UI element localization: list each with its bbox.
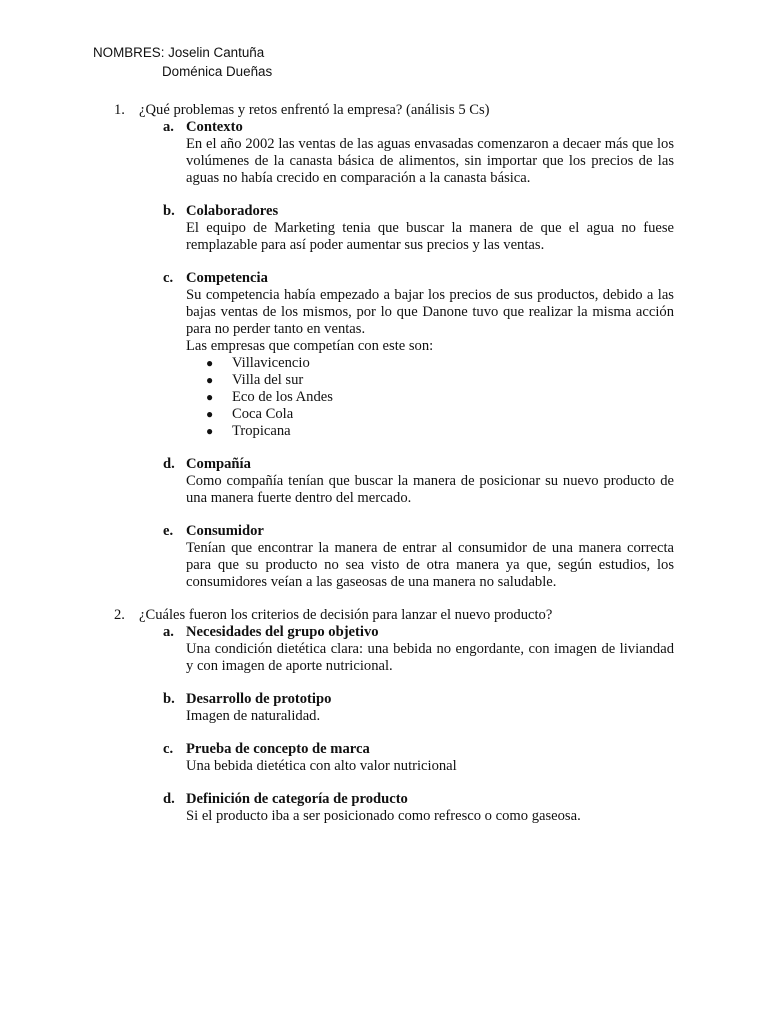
competitor-item: [206, 406, 674, 423]
item-paragraph: Las empresas que competían con este son:: [186, 338, 434, 354]
question-number: 2.: [114, 607, 125, 623]
item-paragraph: Una bebida dietética con alto valor nutricional: [186, 758, 457, 774]
answer-item: [0, 456, 768, 507]
competitor-item: [206, 372, 674, 389]
answer-item: [0, 624, 768, 675]
names-header: [93, 43, 272, 81]
question-text: ¿Cuáles fueron los criterios de decisión para lanzar el nuevo producto?: [139, 607, 553, 623]
bullet-icon: ●: [206, 424, 214, 438]
item-letter: b.: [163, 691, 175, 707]
question-heading: [0, 102, 768, 119]
competitor-item: [206, 389, 674, 406]
question-text: ¿Qué problemas y retos enfrentó la empresa? (análisis 5 Cs): [139, 102, 490, 118]
item-title: Definición de categoría de producto: [186, 791, 408, 807]
item-paragraph: El equipo de Marketing tenia que buscar la manera de que el agua no fuese remplazable para así poder aumentar sus precios y las ventas.: [186, 220, 674, 253]
item-title: Colaboradores: [186, 203, 279, 219]
answer-item: [0, 741, 768, 775]
item-letter: c.: [163, 741, 174, 757]
bullet-icon: ●: [206, 390, 214, 404]
item-paragraph: Una condición dietética clara: una bebida no engordante, con imagen de liviandad y con imagen de aporte nutricional.: [186, 641, 674, 674]
item-title: Necesidades del grupo objetivo: [186, 624, 379, 640]
item-paragraph: Si el producto iba a ser posicionado como refresco o como gaseosa.: [186, 808, 581, 824]
answer-item: [0, 270, 768, 440]
item-title: Desarrollo de prototipo: [186, 691, 332, 707]
item-letter: b.: [163, 203, 175, 219]
competitor-name: Coca Cola: [232, 406, 294, 422]
item-letter: d.: [163, 456, 175, 472]
competitor-item: [206, 423, 674, 440]
competitor-name: Villavicencio: [232, 355, 310, 371]
question-1: [0, 102, 768, 591]
bullet-icon: ●: [206, 407, 214, 421]
question-heading: [0, 607, 768, 624]
question-2: [0, 607, 768, 825]
answer-item: [0, 523, 768, 591]
item-letter: e.: [163, 523, 174, 539]
item-paragraph: Tenían que encontrar la manera de entrar al consumidor de una manera correcta para que su producto no sea visto de otra manera ya que, según estudios, los consumidores veían a las gaseosas de una manera no saludable.: [186, 540, 674, 590]
competitor-name: Villa del sur: [232, 372, 304, 388]
answer-item: [0, 691, 768, 725]
item-title: Compañía: [186, 456, 251, 472]
item-letter: d.: [163, 791, 175, 807]
names-line: NOMBRES: Joselin Cantuña: [93, 45, 265, 60]
competitor-name: Eco de los Andes: [232, 389, 333, 405]
competitor-item: [206, 355, 674, 372]
answer-item: [0, 119, 768, 187]
item-paragraph: Como compañía tenían que buscar la manera de posicionar su nuevo producto de una manera fuerte dentro del mercado.: [186, 473, 674, 506]
answer-item: [0, 791, 768, 825]
competitor-name: Tropicana: [232, 423, 291, 439]
answer-item: [0, 203, 768, 254]
item-title: Consumidor: [186, 523, 264, 539]
item-letter: a.: [163, 624, 174, 640]
question-number: 1.: [114, 102, 125, 118]
item-title: Prueba de concepto de marca: [186, 741, 370, 757]
item-title: Contexto: [186, 119, 243, 135]
item-letter: c.: [163, 270, 174, 286]
item-title: Competencia: [186, 270, 268, 286]
question-list: [0, 102, 768, 825]
competitor-list: [186, 355, 674, 440]
item-paragraph: Su competencia había empezado a bajar los precios de sus productos, debido a las bajas ventas de los mismos, por lo que Danone tuvo que realizar la misma acción para no perder tanto en ventas.: [186, 287, 674, 337]
bullet-icon: ●: [206, 356, 214, 370]
bullet-icon: ●: [206, 373, 214, 387]
second-name: Doménica Dueñas: [162, 64, 273, 79]
item-paragraph: Imagen de naturalidad.: [186, 708, 321, 724]
item-letter: a.: [163, 119, 174, 135]
item-paragraph: En el año 2002 las ventas de las aguas envasadas comenzaron a decaer más que los volúmenes de la canasta básica de alimentos, sin importar que los precios de las aguas no había crecido en comparación a la canasta básica.: [186, 136, 674, 186]
